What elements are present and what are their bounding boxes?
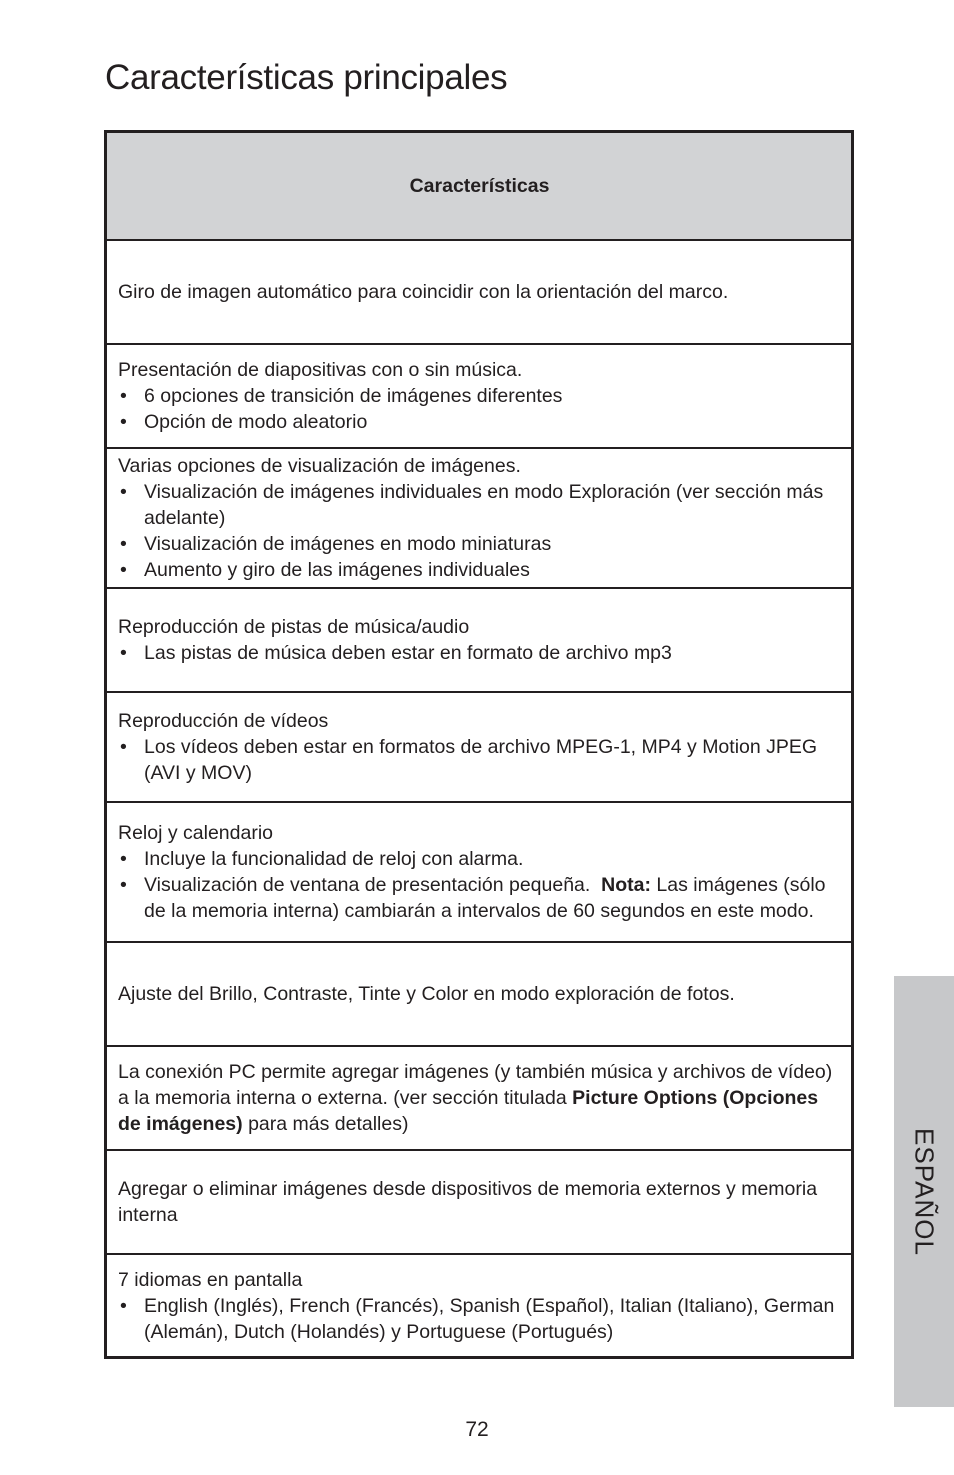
list-item: • Opción de modo aleatorio — [120, 411, 368, 433]
table-row — [107, 587, 851, 691]
list-item: • 6 opciones de transición de imágenes diferentes — [120, 385, 563, 407]
list-item: • English (Inglés), French (Francés), Spanish (Español), Italian (Italiano), German (Alemán), Dutch (Holandés) y Portuguese (Portugués) — [120, 1294, 835, 1343]
table-row — [107, 343, 851, 447]
page-title: Características principales — [105, 58, 508, 97]
table-row — [107, 941, 851, 1045]
bullet-icon: • — [120, 385, 127, 407]
row-text: Ajuste del Brillo, Contraste, Tinte y Color en modo exploración de fotos. — [118, 983, 735, 1005]
bullet-icon: • — [120, 874, 127, 896]
bullet-icon: • — [120, 642, 127, 664]
list-item: • Visualización de imágenes en modo miniaturas — [120, 533, 552, 555]
row-text: Giro de imagen automático para coincidir con la orientación del marco. — [118, 281, 729, 303]
bullet-icon: • — [120, 533, 127, 555]
row-text: 7 idiomas en pantalla — [118, 1268, 303, 1291]
row-text: Reloj y calendario — [118, 822, 274, 844]
list-item: • Los vídeos deben estar en formatos de archivo MPEG-1, MP4 y Motion JPEG (AVI y MOV) — [120, 736, 818, 784]
table-row — [107, 691, 851, 801]
row-text: La conexión PC permite agregar imágenes (y también música y archivos de vídeo) a la memoria interna o externa. (ver sección titulada Picture Options (Opciones de imágenes) para más detalles) — [118, 1061, 833, 1135]
language-side-tab — [894, 976, 954, 1407]
table-row — [107, 1045, 851, 1149]
list-item: • Las pistas de música deben estar en formato de archivo mp3 — [120, 642, 672, 664]
table-row — [107, 801, 851, 941]
note-label: Nota: — [601, 874, 651, 896]
bullet-icon: • — [120, 559, 127, 581]
bullet-icon: • — [120, 1294, 127, 1317]
list-item: • Visualización de ventana de presentación pequeña. Nota: Las imágenes (sólo de la memoria interna) cambiarán a intervalos de 60 segundos en este modo. — [120, 874, 826, 922]
row-text: Reproducción de pistas de música/audio — [118, 616, 470, 638]
section-reference: Picture Options (Opciones de imágenes) — [118, 1087, 819, 1135]
row-text: Varias opciones de visualización de imágenes. — [118, 455, 521, 477]
table-row — [107, 1149, 851, 1253]
page-number: 72 — [465, 1418, 489, 1441]
language-label: ESPAÑOL — [909, 1127, 940, 1256]
table-header-label: Características — [409, 175, 550, 197]
bullet-icon: • — [120, 736, 127, 758]
features-table — [104, 130, 854, 1359]
list-item: • Aumento y giro de las imágenes individuales — [120, 559, 530, 581]
row-text: Agregar o eliminar imágenes desde dispositivos de memoria externos y memoria interna — [118, 1178, 818, 1226]
table-row — [107, 239, 851, 343]
bullet-icon: • — [120, 411, 127, 433]
table-header — [107, 133, 851, 239]
bullet-icon: • — [120, 481, 127, 503]
list-item: • Visualización de imágenes individuales en modo Exploración (ver sección más adelante) — [120, 481, 824, 529]
table-row — [107, 1253, 851, 1356]
table-row — [107, 447, 851, 587]
row-text: Reproducción de vídeos — [118, 710, 329, 732]
row-text: Presentación de diapositivas con o sin música. — [118, 359, 523, 381]
bullet-icon: • — [120, 848, 127, 870]
list-item: • Incluye la funcionalidad de reloj con alarma. — [120, 848, 524, 870]
